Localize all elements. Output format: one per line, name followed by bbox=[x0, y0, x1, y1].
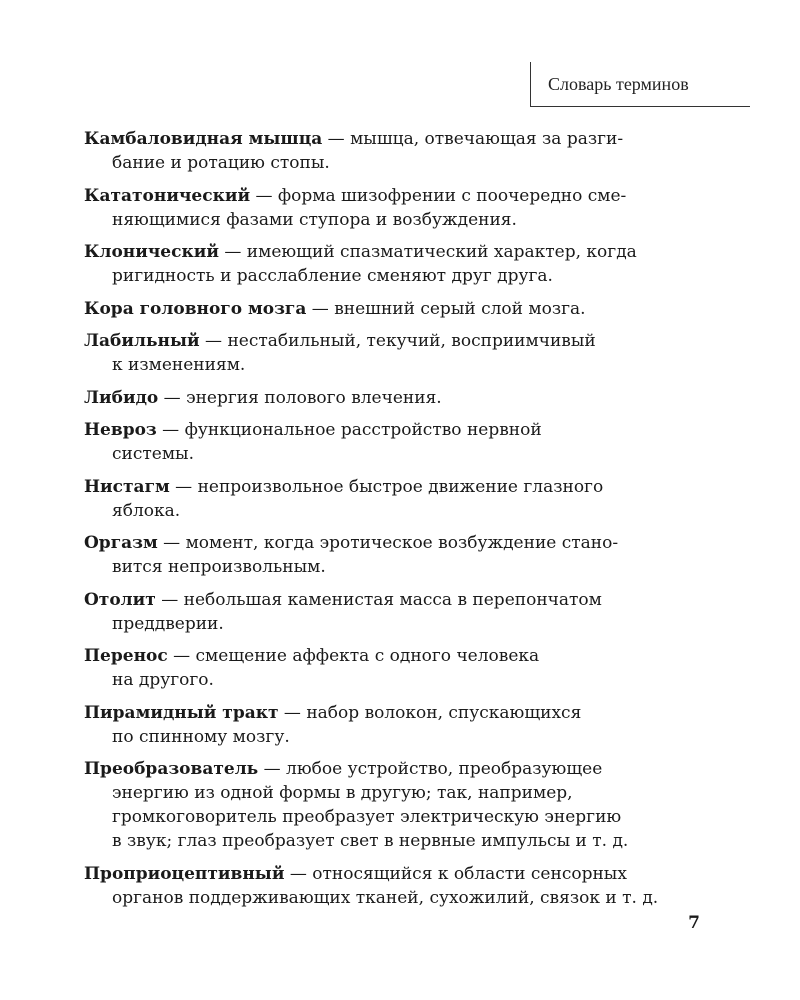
glossary-definition-line: системы. bbox=[112, 444, 194, 464]
glossary-entry: Пирамидный тракт — набор волокон, спускающихся по спинному мозгу. bbox=[84, 702, 582, 747]
glossary-definition-line: энергию из одной формы в другую; так, например, bbox=[112, 783, 573, 803]
glossary-definition: имеющий спазматический характер, когда bbox=[246, 242, 637, 262]
glossary-entry: Перенос — смещение аффекта с одного человека на другого. bbox=[84, 646, 540, 690]
glossary-definition-line: преддверии. bbox=[112, 613, 224, 634]
glossary-definition-line: органов поддерживающих тканей, сухожилий, связок и т. д. bbox=[112, 887, 659, 908]
glossary-definition: момент, когда эротическое возбуждение стано- bbox=[185, 533, 619, 553]
glossary-entry: Кора головного мозга — внешний серый слой мозга. bbox=[84, 298, 586, 319]
page-number: 7 bbox=[688, 913, 700, 933]
glossary-term: Кора головного мозга bbox=[84, 298, 307, 319]
glossary-definition: набор волокон, спускающихся bbox=[306, 702, 582, 723]
glossary-definition: функциональное расстройство нервной bbox=[184, 420, 542, 440]
glossary-entry: Клонический — имеющий спазматический характер, когда ригидность и расслабление сменяют друг друга. bbox=[84, 242, 637, 286]
glossary-definition: форма шизофрении с поочередно сме- bbox=[277, 185, 627, 206]
glossary-definition: смещение аффекта с одного человека bbox=[195, 646, 540, 666]
glossary-definition-line: громкоговоритель преобразует электрическую энергию bbox=[112, 807, 622, 827]
glossary-definition-line: в звук; глаз преобразует свет в нервные импульсы и т. д. bbox=[112, 831, 629, 851]
glossary-definition: небольшая каменистая масса в перепончатом bbox=[183, 589, 602, 610]
glossary-entry: Проприоцептивный — относящийся к области сенсорных органов поддерживающих тканей, сухожилий, связок и т. д. bbox=[84, 863, 659, 908]
glossary-entry: Оргазм — момент, когда эротическое возбуждение стано- вится непроизвольным. bbox=[84, 533, 619, 577]
glossary-term: Либидо bbox=[84, 387, 159, 408]
glossary-term: Невроз bbox=[84, 420, 157, 440]
glossary-definition: нестабильный, текучий, восприимчивый bbox=[227, 331, 596, 351]
glossary-term: Нистагм bbox=[84, 476, 170, 497]
glossary-entry: Преобразователь — любое устройство, преобразующее энергию из одной формы в другую; так, например, громкоговоритель преобразует электрическую энергию в звук; глаз преобразует свет в нервные импульсы и т. д. bbox=[84, 759, 629, 851]
glossary-definition-line: ригидность и расслабление сменяют друг друга. bbox=[112, 266, 553, 286]
glossary-definition: энергия полового влечения. bbox=[186, 387, 442, 408]
glossary-entry: Кататонический — форма шизофрении с поочередно сме- няющимися фазами ступора и возбуждения. bbox=[84, 185, 627, 230]
glossary-definition-line: к изменениям. bbox=[112, 355, 246, 375]
glossary-entry: Лабильный — нестабильный, текучий, восприимчивый к изменениям. bbox=[84, 331, 596, 375]
glossary-term: Оргазм bbox=[84, 533, 158, 553]
glossary-entry: Нистагм — непроизвольное быстрое движение глазного яблока. bbox=[84, 476, 604, 521]
running-header-title: Словарь терминов bbox=[548, 74, 689, 94]
glossary-definition: любое устройство, преобразующее bbox=[286, 759, 603, 779]
glossary-entry: Камбаловидная мышца — мышца, отвечающая за разги- бание и ротацию стопы. bbox=[84, 129, 624, 173]
glossary-definition: внешний серый слой мозга. bbox=[334, 298, 586, 319]
glossary-entry: Либидо — энергия полового влечения. bbox=[84, 387, 442, 408]
glossary-list bbox=[84, 127, 724, 918]
glossary-definition: непроизвольное быстрое движение глазного bbox=[197, 476, 604, 497]
glossary-entry: Невроз — функциональное расстройство нервной системы. bbox=[84, 420, 542, 464]
glossary-term: Отолит bbox=[84, 589, 156, 610]
glossary-term: Перенос bbox=[84, 646, 168, 666]
running-header bbox=[530, 62, 750, 107]
glossary-term: Проприоцептивный bbox=[84, 863, 285, 884]
glossary-definition-line: по спинному мозгу. bbox=[112, 726, 290, 747]
glossary-term: Лабильный bbox=[84, 331, 200, 351]
glossary-term: Камбаловидная мышца bbox=[84, 129, 323, 149]
glossary-term: Клонический bbox=[84, 242, 219, 262]
glossary-definition: относящийся к области сенсорных bbox=[312, 863, 627, 884]
glossary-definition: мышца, отвечающая за разги- bbox=[350, 129, 624, 149]
glossary-definition-line: няющимися фазами ступора и возбуждения. bbox=[112, 209, 517, 230]
glossary-definition-line: на другого. bbox=[112, 670, 214, 690]
glossary-definition-line: вится непроизвольным. bbox=[112, 557, 326, 577]
glossary-definition-line: яблока. bbox=[112, 500, 181, 521]
glossary-entry: Отолит — небольшая каменистая масса в перепончатом преддверии. bbox=[84, 589, 602, 634]
glossary-term: Кататонический bbox=[84, 185, 251, 206]
glossary-term: Пирамидный тракт bbox=[84, 702, 279, 723]
glossary-definition-line: бание и ротацию стопы. bbox=[112, 153, 330, 173]
glossary-term: Преобразователь bbox=[84, 759, 259, 779]
